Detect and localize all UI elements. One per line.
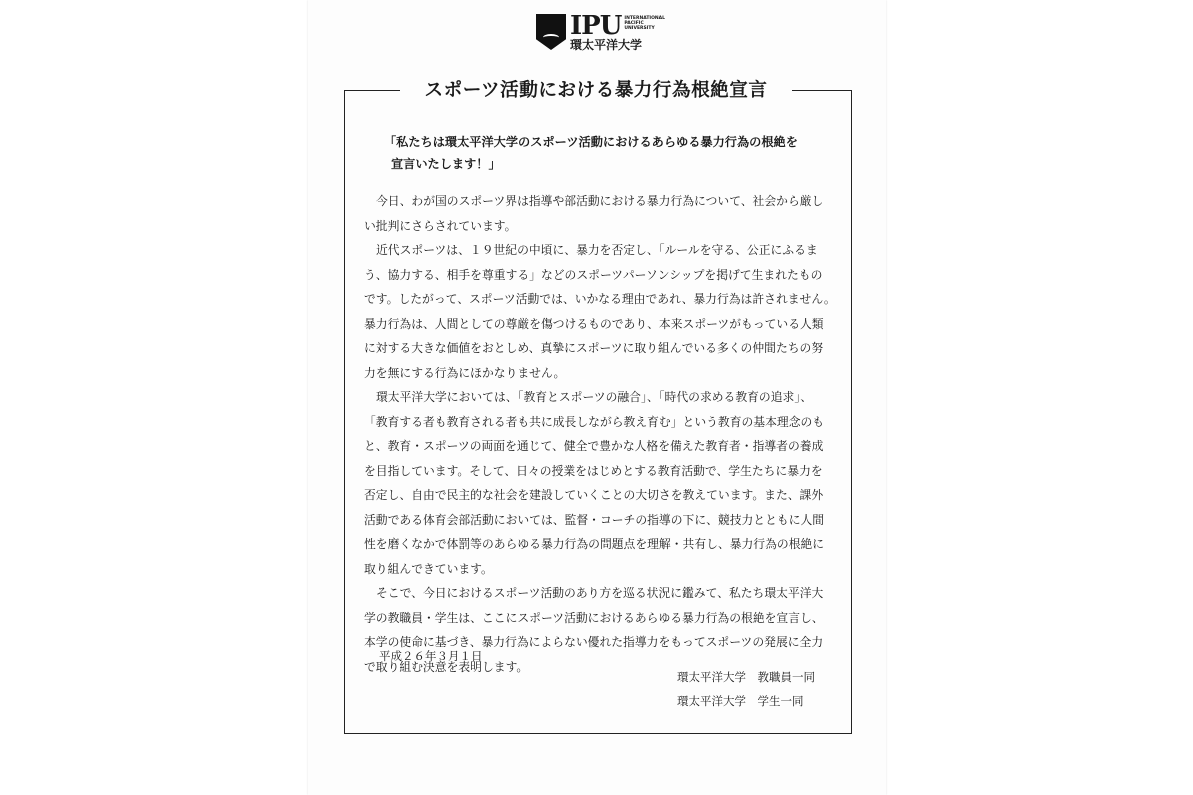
logo-text [570,11,666,52]
body-line: 力を無にする行為にほかなりません。 [364,365,566,380]
body-line: 「教育する者も教育される者も共に成長しながら教え育む」という教育の基本理念のも [364,414,825,429]
body-line: 否定し、自由で民主的な社会を建設していくことの大切さを教えています。また、課外 [364,488,824,502]
body-line: を目指しています。そして、日々の授業をはじめとする教育活動で、学生たちに暴力を [364,463,823,478]
body-line: 性を磨くなかで体罰等のあらゆる暴力行為の問題点を理解・共有し、暴力行為の根絶に [364,537,825,551]
body-line: 取り組んできています。 [364,561,493,576]
body-line: う、協力する、相手を尊重する」などのスポーツパーソンシップを掲げて生まれたもの [364,267,823,282]
slogan [384,131,824,175]
logo-japanese: 環太平洋大学 [570,38,643,52]
signatures [677,665,815,713]
signature-students: 環太平洋大学 学生一同 [677,694,804,708]
body-line: 本学の使命に基づき、暴力行為によらない優れた指導力をもってスポーツの発展に全力 [364,635,824,649]
body-line: 学の教職員・学生は、ここにスポーツ活動におけるあらゆる暴力行為の根絶を宣言し、 [364,610,824,625]
shield-icon [536,14,566,50]
body-line: です。したがって、スポーツ活動では、いかなる理由であれ、暴力行為は許されません。 [364,292,836,306]
logo-mark: IPU [570,11,622,41]
body-line: 今日、わが国のスポーツ界は指導や部活動における暴力行為について、社会から厳し [376,194,824,208]
page-title: スポーツ活動における暴力行為根絶宣言 [400,79,792,103]
slogan-line: 宣言いたします！」 [391,157,501,171]
university-logo [536,11,666,54]
body-line: 暴力行為は、人間としての尊厳を傷つけるものであり、本来スポーツがもっている人類 [364,316,824,331]
body-line: そこで、今日におけるスポーツ活動のあり方を巡る状況に鑑みて、私たち環太平洋大 [376,586,824,600]
body-line: 環太平洋大学においては、「教育とスポーツの融合」、「時代の求める教育の追求」、 [376,390,813,404]
signature-faculty: 環太平洋大学 教職員一同 [677,670,815,684]
body-line: と、教育・スポーツの両面を通じて、健全で豊かな人格を備えた教育者・指導者の養成 [364,439,824,453]
body-line: い批判にさらされています。 [364,218,517,233]
body-line: 活動である体育会部活動においては、監督・コーチの指導の下に、競技力とともに人間 [364,512,825,527]
slogan-line: 「私たちは環太平洋大学のスポーツ活動におけるあらゆる暴力行為の根絶を [384,135,798,149]
logo-english: INTERNATIONAL PACIFIC UNIVERSITY [624,16,666,31]
body-line: で取り組む決意を表明します。 [364,659,529,674]
declaration-date: 平成２６年３月１日 [379,649,483,663]
declaration-body [364,189,844,679]
body-line: に対する大きな価値をおとしめ、真摯にスポーツに取り組んでいる多くの仲間たちの努 [364,341,824,355]
body-line: 近代スポーツは、１９世紀の中頃に、暴力を否定し、「ルールを守る、公正にふるま [376,243,818,257]
